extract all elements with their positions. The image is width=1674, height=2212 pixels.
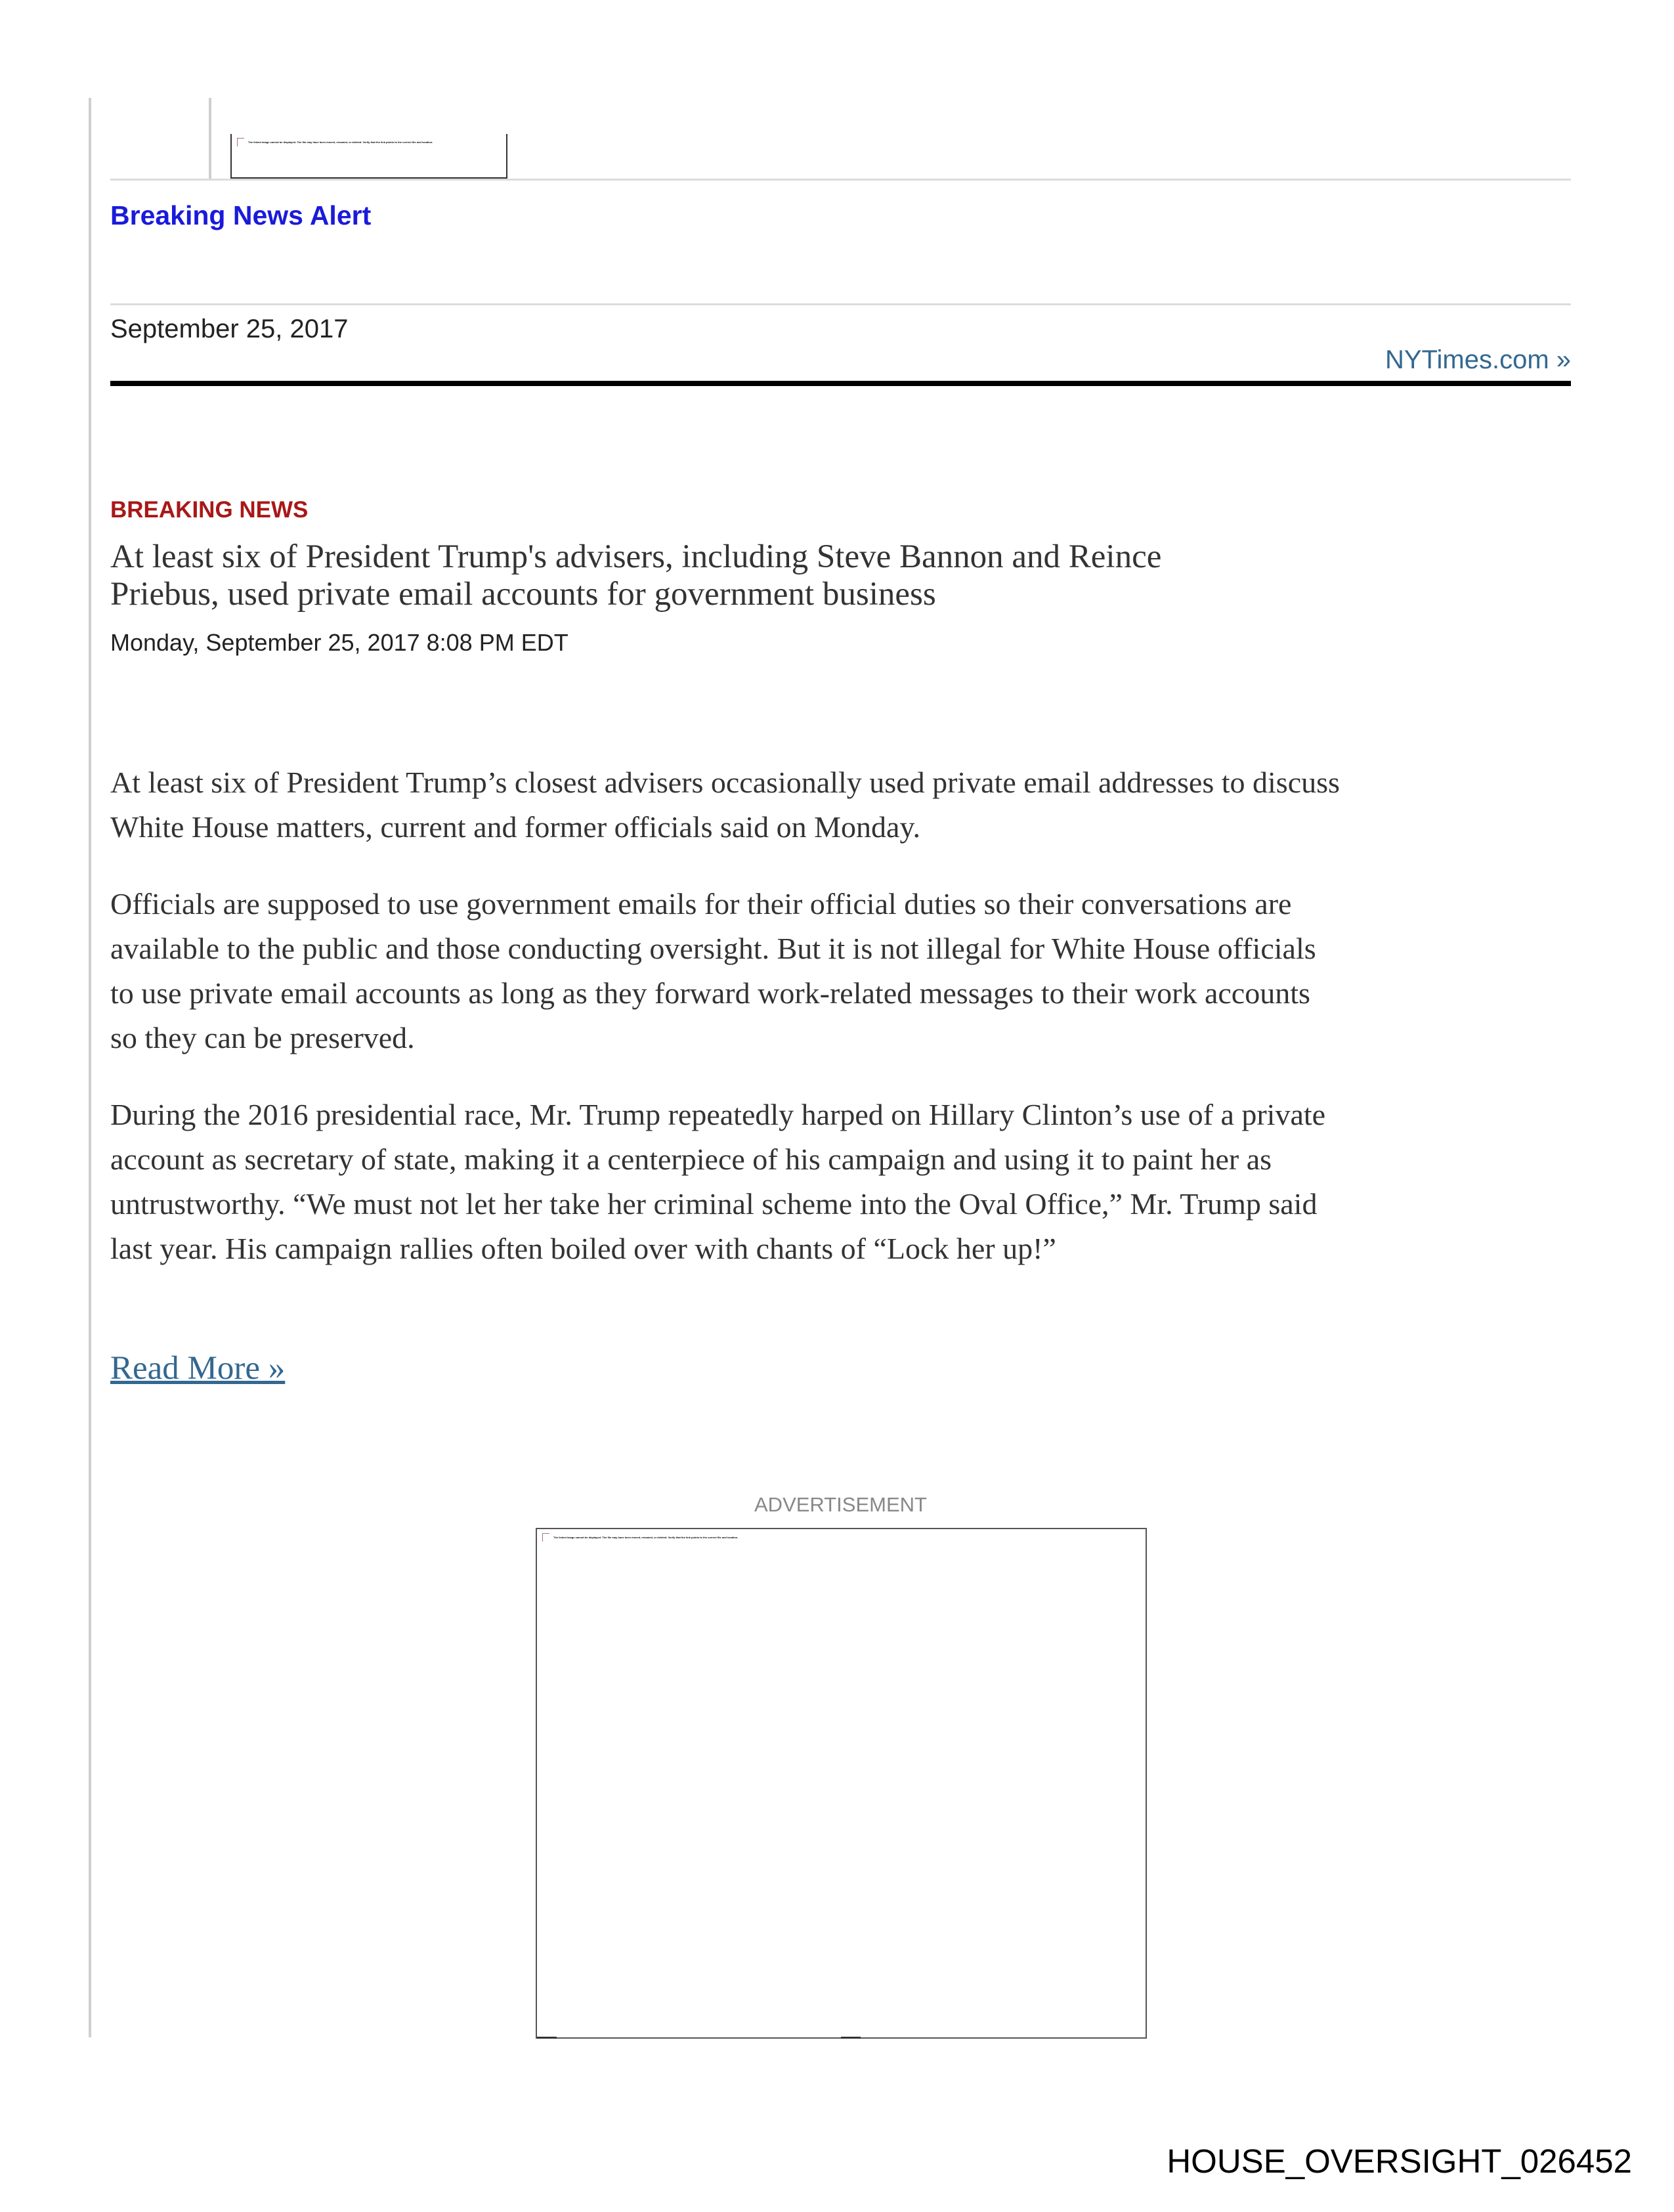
bates-number: HOUSE_OVERSIGHT_026452 (1167, 2142, 1632, 2180)
article-paragraph: Officials are supposed to use government emails for their official duties so their conversations are available to the public and those conducting oversight. But it is not illegal for White House officials to use private email accounts as long as they forward work-related messages to their work accounts so they can be preserved. (110, 887, 1316, 1054)
header-rule (110, 179, 1571, 181)
date-rule (110, 303, 1571, 305)
ad-mark (537, 2037, 557, 2039)
masthead-thick-rule (110, 381, 1571, 386)
left-border-line (89, 98, 91, 2037)
ad-mark (841, 2037, 861, 2039)
advertisement-image-placeholder[interactable] (536, 1528, 1147, 2039)
article-paragraph: At least six of President Trump’s closest advisers occasionally used private email addresses to discuss White House matters, current and former officials said on Monday. (110, 766, 1340, 844)
alert-title: Breaking News Alert (110, 200, 372, 230)
broken-image-text: The linked image cannot be displayed. The file may have been moved, renamed, or deleted. Verify that the link points to the correct file and location. (553, 1536, 739, 1539)
header-image-placeholder (230, 134, 507, 179)
article-paragraph: During the 2016 presidential race, Mr. Trump repeatedly harped on Hillary Clinton’s use of a private account as secretary of state, making it a centerpiece of his campaign and using it to paint her as untrustworthy. “We must not let her take her criminal scheme into the Oval Office,” Mr. Trump said last year. His campaign rallies often boiled over with chants of “Lock her up!” (110, 1098, 1326, 1265)
article-timestamp: Monday, September 25, 2017 8:08 PM EDT (110, 629, 569, 656)
breaking-news-kicker: BREAKING NEWS (110, 497, 309, 523)
broken-image-icon (542, 1533, 549, 1542)
header-divider-line (209, 98, 211, 179)
nytimes-link[interactable]: NYTimes.com » (1384, 345, 1571, 374)
read-more-link[interactable]: Read More » (110, 1350, 286, 1387)
advertisement-label: ADVERTISEMENT (754, 1493, 927, 1516)
broken-image-text: The linked image cannot be displayed. The file may have been moved, renamed, or deleted. Verify that the link points to the correct file and location. (248, 141, 433, 144)
alert-date: September 25, 2017 (110, 314, 349, 343)
headline: At least six of President Trump's advisers, including Steve Bannon and Reince Priebus, used private email accounts for government business (110, 538, 1162, 613)
broken-image-icon (237, 138, 244, 146)
